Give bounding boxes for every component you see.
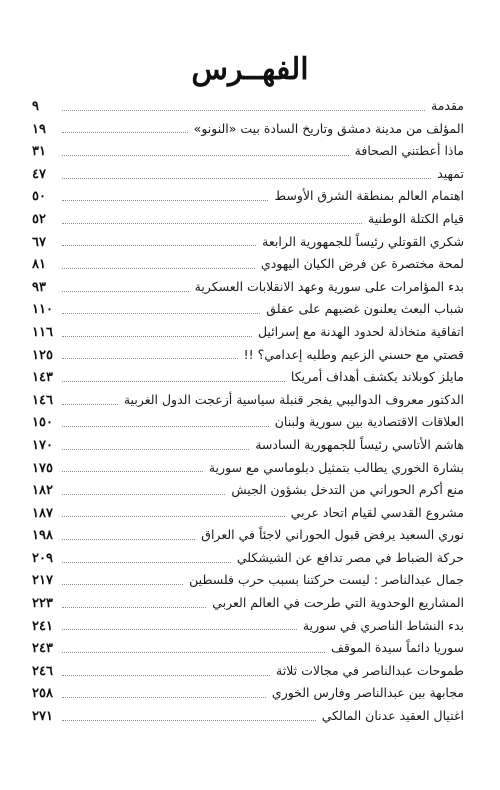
toc-entry: [32, 592, 464, 615]
toc-entry-page-number: ١٢٥: [32, 347, 53, 363]
toc-entry-title: مقدمة: [431, 98, 464, 113]
dot-leader: [62, 237, 256, 246]
dot-leader: [62, 170, 431, 179]
toc-entry-page-number: ١٥٠: [32, 415, 53, 431]
dot-leader: [62, 576, 183, 585]
dot-leader: [62, 689, 266, 698]
toc-entry-title: المشاريع الوحدوية التي طرحت في العالم العربي: [212, 595, 464, 611]
toc-entry: [32, 95, 464, 118]
toc-entry-page-number: ١٤٣: [32, 370, 53, 386]
dot-leader: [62, 418, 269, 427]
toc-entry: [32, 457, 464, 480]
toc-entry-page-number: ٨١: [32, 257, 46, 273]
toc-entry-title: هاشم الأتاسي رئيساً للجمهورية السادسة: [255, 436, 464, 452]
toc-entry: [32, 615, 464, 638]
dot-leader: [62, 712, 316, 721]
toc-entry-title: طموحات عبدالناصر في مجالات ثلاثة: [276, 662, 464, 678]
toc-entry-page-number: ٢٧١: [32, 709, 53, 725]
toc-entry-page-number: ٥٠: [32, 189, 46, 205]
toc-entry: [32, 231, 464, 254]
toc-entry-title: بدء المؤامرات على سورية وعهد الانقلابات العسكرية: [194, 278, 464, 294]
table-of-contents: [32, 95, 464, 728]
toc-entry-page-number: ١٧٥: [32, 460, 53, 476]
toc-entry-title: حركة الضباط في مصر تدافع عن الشيشكلي: [236, 549, 464, 565]
dot-leader: [62, 531, 195, 540]
toc-entry-page-number: ٢٤٦: [32, 663, 53, 679]
toc-entry-page-number: ٥٢: [32, 211, 46, 227]
toc-entry-page-number: ٢٥٨: [32, 686, 53, 702]
toc-entry-title: العلاقات الاقتصادية بين سورية ولبنان: [274, 414, 464, 430]
toc-entry-title: جمال عبدالناصر : ليست حركتنا بسبب حرب فلسطين: [189, 572, 464, 588]
dot-leader: [62, 396, 118, 405]
dot-leader: [62, 192, 268, 201]
dot-leader: [62, 260, 255, 269]
toc-entry-page-number: ٢٤٣: [32, 641, 53, 657]
toc-entry-title: الدكتور معروف الدواليبي يفجر قنبلة سياسية أزعجت الدول الغربية: [123, 391, 464, 407]
toc-entry: [32, 411, 464, 434]
toc-entry-title: قصتي مع حسني الزعيم وطلبه إعدامي؟ !!: [243, 346, 464, 362]
toc-entry-page-number: ٢١٧: [32, 573, 53, 589]
toc-entry-title: لمحة مختصرة عن فرض الكيان اليهودي: [260, 256, 464, 272]
toc-entry-page-number: ٣١: [32, 144, 46, 160]
toc-entry-title: شباب البعث يعلنون غضبهم على عفلق: [266, 301, 464, 317]
toc-entry: [32, 140, 464, 163]
dot-leader: [62, 283, 189, 292]
toc-entry-page-number: ١٩٨: [32, 528, 53, 544]
dot-leader: [62, 667, 270, 676]
page-title: الفهــرس: [191, 52, 309, 87]
toc-entry-page-number: ٦٧: [32, 234, 46, 250]
toc-entry-page-number: ٢٠٩: [32, 550, 53, 566]
toc-entry: [32, 366, 464, 389]
dot-leader: [62, 441, 249, 450]
toc-entry: [32, 163, 464, 186]
dot-leader: [62, 644, 325, 653]
toc-entry-title: اتفاقية متخاذلة لحدود الهدنة مع إسرائيل: [257, 323, 464, 339]
toc-entry: [32, 502, 464, 525]
toc-entry-title: بدء النشاط الناصري في سورية: [302, 617, 464, 633]
toc-entry-title: ماذا أعطتني الصحافة: [354, 143, 464, 159]
toc-entry-title: سوريا دائماً سيدة الموقف: [331, 640, 464, 656]
toc-entry-title: المؤلف من مدينة دمشق وتاريخ السادة بيت «النونو»: [193, 120, 464, 136]
toc-entry: [32, 276, 464, 299]
toc-entry-page-number: ٢٤١: [32, 618, 53, 634]
toc-entry: [32, 298, 464, 321]
toc-entry-page-number: ٤٧: [32, 166, 46, 182]
dot-leader: [62, 554, 231, 563]
toc-entry-page-number: ١٨٢: [32, 483, 53, 499]
toc-entry-title: اهتمام العالم بمنطقة الشرق الأوسط: [274, 188, 464, 204]
toc-entry-title: نوري السعيد يرفض قبول الحوراني لاجئاً في العراق: [201, 527, 464, 543]
toc-entry-title: مايلز كوبلاند يكشف أهداف أمريكا: [290, 369, 464, 385]
toc-entry: [32, 479, 464, 502]
dot-leader: [62, 147, 349, 156]
toc-entry: [32, 524, 464, 547]
dot-leader: [62, 621, 297, 630]
toc-entry: [32, 637, 464, 660]
toc-entry-page-number: ١١٠: [32, 302, 53, 318]
toc-entry: [32, 705, 464, 728]
dot-leader: [62, 215, 362, 224]
toc-entry-page-number: ١٤٦: [32, 392, 53, 408]
toc-entry-title: مشروع القدسي لقيام اتحاد عربي: [290, 504, 464, 520]
toc-entry: [32, 208, 464, 231]
toc-entry-page-number: ١٩: [32, 121, 46, 137]
toc-entry: [32, 321, 464, 344]
toc-entry-title: شكري القوتلي رئيساً للجمهورية الرابعة: [262, 233, 464, 249]
toc-entry-page-number: ١٨٧: [32, 505, 53, 521]
toc-entry-title: اغتيال العقيد عدنان المالكي: [321, 708, 464, 724]
toc-entry-title: بشارة الخوري يطالب بتمثيل دبلوماسي مع سورية: [208, 459, 464, 475]
toc-entry-title: مجابهة بين عبدالناصر وفارس الخوري: [271, 685, 464, 701]
dot-leader: [62, 124, 188, 133]
toc-entry-page-number: ١٧٠: [32, 437, 53, 453]
dot-leader: [62, 328, 252, 337]
toc-entry: [32, 660, 464, 683]
toc-entry-page-number: ٩: [32, 99, 39, 114]
toc-entry: [32, 569, 464, 592]
toc-entry: [32, 185, 464, 208]
dot-leader: [62, 599, 206, 608]
toc-entry: [32, 682, 464, 705]
toc-entry-title: قيام الكتلة الوطنية: [368, 210, 464, 226]
dot-leader: [62, 508, 285, 517]
dot-leader: [62, 350, 238, 359]
toc-entry-page-number: ٩٣: [32, 279, 46, 295]
toc-entry: [32, 434, 464, 457]
dot-leader: [62, 373, 285, 382]
dot-leader: [62, 102, 425, 111]
dot-leader: [62, 486, 225, 495]
toc-entry: [32, 547, 464, 570]
toc-entry-title: تمهيد: [437, 165, 464, 181]
toc-entry: [32, 344, 464, 367]
dot-leader: [62, 463, 203, 472]
toc-entry: [32, 118, 464, 141]
toc-entry-page-number: ١١٦: [32, 324, 53, 340]
toc-entry: [32, 389, 464, 412]
toc-entry-title: منع أكرم الحوراني من التدخل بشؤون الجيش: [231, 482, 464, 498]
toc-entry: [32, 253, 464, 276]
dot-leader: [62, 305, 260, 314]
toc-entry-page-number: ٢٢٣: [32, 596, 53, 612]
